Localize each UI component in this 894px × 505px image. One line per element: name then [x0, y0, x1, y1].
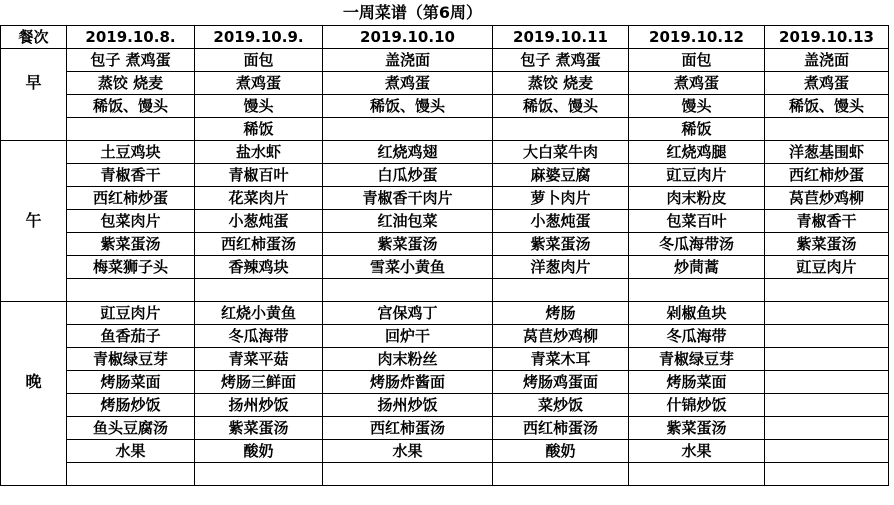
- dish-cell: 烤肠菜面: [67, 371, 195, 394]
- lunch-label-cell: [1, 164, 67, 187]
- date-header: 2019.10.9.: [195, 26, 323, 49]
- dish-cell: [765, 440, 889, 463]
- lunch-row: [1, 233, 889, 256]
- dish-cell: 青椒绿豆芽: [629, 348, 765, 371]
- dish-cell: 稀饭、馒头: [323, 95, 493, 118]
- dish-cell: 麻婆豆腐: [493, 164, 629, 187]
- dinner-label-cell: [1, 394, 67, 417]
- dish-cell: 水果: [323, 440, 493, 463]
- lunch-label-cell: [1, 233, 67, 256]
- title-spacer: [1, 0, 67, 26]
- dish-cell: 紫菜蛋汤: [195, 417, 323, 440]
- dish-cell: [323, 118, 493, 141]
- dinner-row: [1, 348, 889, 371]
- dish-cell: [493, 118, 629, 141]
- dish-cell: 小葱炖蛋: [493, 210, 629, 233]
- dish-cell: 花菜肉片: [195, 187, 323, 210]
- lunch-label-cell: [1, 279, 67, 302]
- empty-cell: [323, 279, 493, 302]
- dish-cell: [765, 394, 889, 417]
- dish-cell: 紫菜蛋汤: [493, 233, 629, 256]
- date-header: 2019.10.12: [629, 26, 765, 49]
- dish-cell: 稀饭、馒头: [765, 95, 889, 118]
- lunch-row: [1, 164, 889, 187]
- empty-cell: [67, 279, 195, 302]
- dish-cell: 稀饭、馒头: [67, 95, 195, 118]
- dish-cell: [765, 118, 889, 141]
- lunch-label: 午: [1, 210, 67, 233]
- dish-cell: 冬瓜海带: [629, 325, 765, 348]
- dinner-row: [1, 302, 889, 325]
- dish-cell: 盐水虾: [195, 141, 323, 164]
- lunch-label-cell: [1, 187, 67, 210]
- breakfast-row: [1, 118, 889, 141]
- dish-cell: [765, 371, 889, 394]
- dish-cell: 白瓜炒蛋: [323, 164, 493, 187]
- dish-cell: 煮鸡蛋: [765, 72, 889, 95]
- dish-cell: 面包: [629, 49, 765, 72]
- dinner-label-cell: [1, 348, 67, 371]
- dish-cell: 莴苣炒鸡柳: [765, 187, 889, 210]
- date-header: 2019.10.11: [493, 26, 629, 49]
- dinner-row: [1, 463, 889, 486]
- dish-cell: 扬州炒饭: [323, 394, 493, 417]
- dinner-row: [1, 325, 889, 348]
- dinner-row: [1, 394, 889, 417]
- breakfast-label: 早: [1, 72, 67, 95]
- breakfast-label-cell: [1, 49, 67, 72]
- dish-cell: 青椒香干: [765, 210, 889, 233]
- breakfast-row: [1, 72, 889, 95]
- dish-cell: 煮鸡蛋: [323, 72, 493, 95]
- dish-cell: 红油包菜: [323, 210, 493, 233]
- dish-cell: 蒸饺 烧麦: [67, 72, 195, 95]
- dish-cell: 包菜肉片: [67, 210, 195, 233]
- lunch-row: [1, 141, 889, 164]
- dish-cell: 梅菜狮子头: [67, 256, 195, 279]
- dish-cell: 剁椒鱼块: [629, 302, 765, 325]
- dish-cell: 馒头: [629, 95, 765, 118]
- dish-cell: 土豆鸡块: [67, 141, 195, 164]
- dish-cell: 雪菜小黄鱼: [323, 256, 493, 279]
- dish-cell: [765, 325, 889, 348]
- dish-cell: 青椒香干: [67, 164, 195, 187]
- lunch-row: [1, 187, 889, 210]
- dish-cell: 什锦炒饭: [629, 394, 765, 417]
- dish-cell: 酸奶: [195, 440, 323, 463]
- page-title: 一周菜谱（第6周）: [342, 3, 483, 22]
- dish-cell: 紫菜蛋汤: [765, 233, 889, 256]
- dish-cell: 红烧小黄鱼: [195, 302, 323, 325]
- empty-cell: [493, 279, 629, 302]
- dish-cell: 红烧鸡腿: [629, 141, 765, 164]
- dinner-label-cell: [1, 325, 67, 348]
- empty-cell: [323, 463, 493, 486]
- dish-cell: 红烧鸡翅: [323, 141, 493, 164]
- dish-cell: [765, 302, 889, 325]
- dish-cell: 西红柿蛋汤: [323, 417, 493, 440]
- breakfast-row: [1, 95, 889, 118]
- empty-cell: [67, 463, 195, 486]
- lunch-row: [1, 210, 889, 233]
- dish-cell: 烤肠: [493, 302, 629, 325]
- dish-cell: [765, 417, 889, 440]
- dish-cell: 扬州炒饭: [195, 394, 323, 417]
- meal-column-header: 餐次: [1, 26, 67, 49]
- dish-cell: 青椒百叶: [195, 164, 323, 187]
- dinner-row: [1, 417, 889, 440]
- dish-cell: [67, 118, 195, 141]
- lunch-label-cell: [1, 256, 67, 279]
- dish-cell: 馒头: [195, 95, 323, 118]
- dish-cell: 菜炒饭: [493, 394, 629, 417]
- date-header: 2019.10.8.: [67, 26, 195, 49]
- dish-cell: 煮鸡蛋: [195, 72, 323, 95]
- empty-cell: [195, 279, 323, 302]
- dinner-label-cell: [1, 463, 67, 486]
- dish-cell: 鱼头豆腐汤: [67, 417, 195, 440]
- empty-cell: [195, 463, 323, 486]
- dish-cell: 包子 煮鸡蛋: [493, 49, 629, 72]
- dish-cell: 盖浇面: [765, 49, 889, 72]
- dish-cell: 水果: [629, 440, 765, 463]
- dish-cell: 烤肠炒饭: [67, 394, 195, 417]
- date-header: 2019.10.10: [323, 26, 493, 49]
- dish-cell: 包菜百叶: [629, 210, 765, 233]
- dish-cell: 炒茼蒿: [629, 256, 765, 279]
- dish-cell: 西红柿炒蛋: [67, 187, 195, 210]
- dish-cell: 肉末粉丝: [323, 348, 493, 371]
- dish-cell: 西红柿蛋汤: [493, 417, 629, 440]
- empty-cell: [629, 279, 765, 302]
- lunch-label-cell: [1, 141, 67, 164]
- dish-cell: 洋葱肉片: [493, 256, 629, 279]
- dish-cell: 小葱炖蛋: [195, 210, 323, 233]
- dinner-label-cell: [1, 440, 67, 463]
- dish-cell: 香辣鸡块: [195, 256, 323, 279]
- dish-cell: 面包: [195, 49, 323, 72]
- dish-cell: 包子 煮鸡蛋: [67, 49, 195, 72]
- dish-cell: 萝卜肉片: [493, 187, 629, 210]
- dish-cell: 水果: [67, 440, 195, 463]
- dish-cell: 烤肠鸡蛋面: [493, 371, 629, 394]
- date-header: 2019.10.13: [765, 26, 889, 49]
- lunch-row: [1, 256, 889, 279]
- dish-cell: 青菜木耳: [493, 348, 629, 371]
- dish-cell: 青菜平菇: [195, 348, 323, 371]
- dish-cell: 豇豆肉片: [629, 164, 765, 187]
- dinner-row: [1, 371, 889, 394]
- dish-cell: 莴苣炒鸡柳: [493, 325, 629, 348]
- dinner-label-cell: [1, 302, 67, 325]
- dish-cell: 酸奶: [493, 440, 629, 463]
- dish-cell: 蒸饺 烧麦: [493, 72, 629, 95]
- dish-cell: 鱼香茄子: [67, 325, 195, 348]
- empty-cell: [629, 463, 765, 486]
- empty-cell: [493, 463, 629, 486]
- dish-cell: 烤肠三鲜面: [195, 371, 323, 394]
- dish-cell: 豇豆肉片: [765, 256, 889, 279]
- dish-cell: 西红柿蛋汤: [195, 233, 323, 256]
- dish-cell: 豇豆肉片: [67, 302, 195, 325]
- dish-cell: 煮鸡蛋: [629, 72, 765, 95]
- dish-cell: 稀饭: [629, 118, 765, 141]
- breakfast-row: [1, 49, 889, 72]
- dish-cell: 烤肠炸酱面: [323, 371, 493, 394]
- dinner-row: [1, 440, 889, 463]
- dinner-label: 晚: [1, 371, 67, 394]
- dish-cell: 稀饭、馒头: [493, 95, 629, 118]
- dish-cell: 青椒香干肉片: [323, 187, 493, 210]
- dish-cell: 肉末粉皮: [629, 187, 765, 210]
- dish-cell: 回炉干: [323, 325, 493, 348]
- dish-cell: 西红柿炒蛋: [765, 164, 889, 187]
- lunch-row: [1, 279, 889, 302]
- empty-cell: [765, 463, 889, 486]
- dish-cell: 宫保鸡丁: [323, 302, 493, 325]
- empty-cell: [765, 279, 889, 302]
- dish-cell: 青椒绿豆芽: [67, 348, 195, 371]
- dish-cell: 紫菜蛋汤: [323, 233, 493, 256]
- dish-cell: 大白菜牛肉: [493, 141, 629, 164]
- dish-cell: 冬瓜海带: [195, 325, 323, 348]
- dish-cell: 冬瓜海带汤: [629, 233, 765, 256]
- dish-cell: 紫菜蛋汤: [629, 417, 765, 440]
- dish-cell: 稀饭: [195, 118, 323, 141]
- dish-cell: [765, 348, 889, 371]
- dish-cell: 烤肠菜面: [629, 371, 765, 394]
- dish-cell: 紫菜蛋汤: [67, 233, 195, 256]
- dinner-label-cell: [1, 417, 67, 440]
- breakfast-label-cell: [1, 118, 67, 141]
- dish-cell: 洋葱基围虾: [765, 141, 889, 164]
- dish-cell: 盖浇面: [323, 49, 493, 72]
- breakfast-label-cell: [1, 95, 67, 118]
